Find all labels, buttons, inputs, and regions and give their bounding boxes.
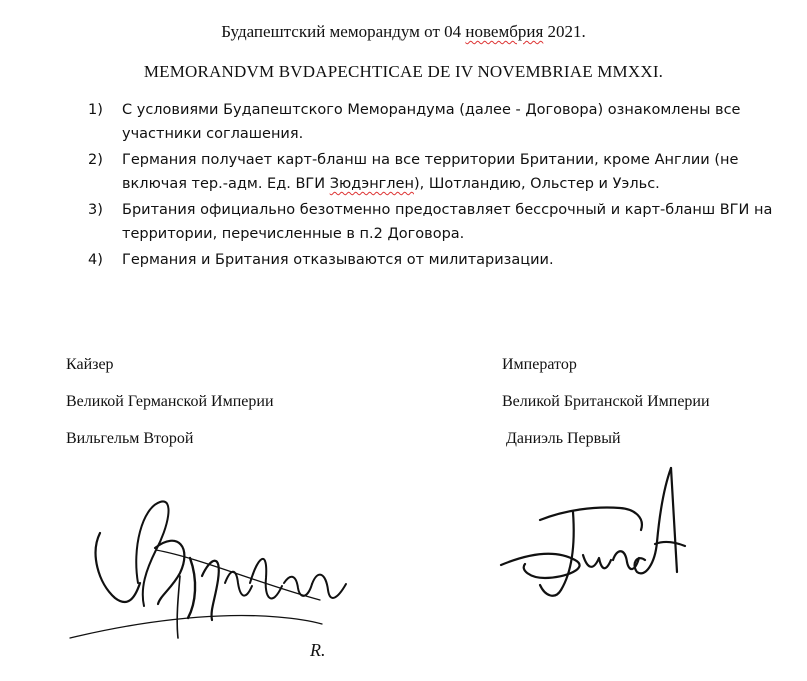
title-suffix: 2021. xyxy=(543,22,586,41)
clause-text: Британия официально безотменно предоставляет бессрочный и карт-бланш ВГИ на территории, перечисленные в п.2 Договора. xyxy=(122,202,773,242)
right-signature-image xyxy=(495,460,710,610)
left-signatory-empire: Великой Германской Империи xyxy=(66,393,274,410)
title-prefix: Будапештский меморандум от 04 xyxy=(221,22,466,41)
clause-4 xyxy=(88,248,778,272)
left-signature-image xyxy=(60,488,360,673)
clause-3 xyxy=(88,198,778,246)
latin-title: MEMORANDVM BVDAPECHTICAE DE IV NOVEMBRIAE MMXXI. xyxy=(143,62,664,81)
clause-underlined-word: Зюдэнглен xyxy=(329,176,414,192)
title-underlined-word: новембрия xyxy=(465,22,544,41)
document-title xyxy=(0,22,807,42)
left-signature-initial: R. xyxy=(310,640,326,660)
clause-number: 1) xyxy=(88,102,103,118)
right-signatory-name: Даниэль Первый xyxy=(506,430,621,447)
clause-text: Германия и Британия отказываются от милитаризации. xyxy=(122,252,554,268)
clause-2 xyxy=(88,148,778,196)
right-signatory-block xyxy=(502,355,710,466)
clause-list xyxy=(88,98,778,274)
clause-text-before: Германия получает карт-бланш на все территории Британии, кроме Англии (не включая тер.-адм. Ед. ВГИ xyxy=(122,152,739,192)
clause-text: С условиями Будапештского Меморандума (далее - Договора) ознакомлены все участники соглашения. xyxy=(122,102,741,142)
clause-number: 4) xyxy=(88,252,103,268)
clause-number: 3) xyxy=(88,202,103,218)
right-signatory-title: Император xyxy=(502,356,577,373)
left-signatory-name: Вильгельм Второй xyxy=(66,430,194,447)
left-signatory-block xyxy=(66,355,274,466)
left-signatory-title: Кайзер xyxy=(66,356,114,373)
clause-1 xyxy=(88,98,778,146)
right-signatory-empire: Великой Британской Империи xyxy=(502,393,710,410)
clause-number: 2) xyxy=(88,152,103,168)
clause-text-after: ), Шотландию, Ольстер и Уэльс. xyxy=(413,176,660,192)
